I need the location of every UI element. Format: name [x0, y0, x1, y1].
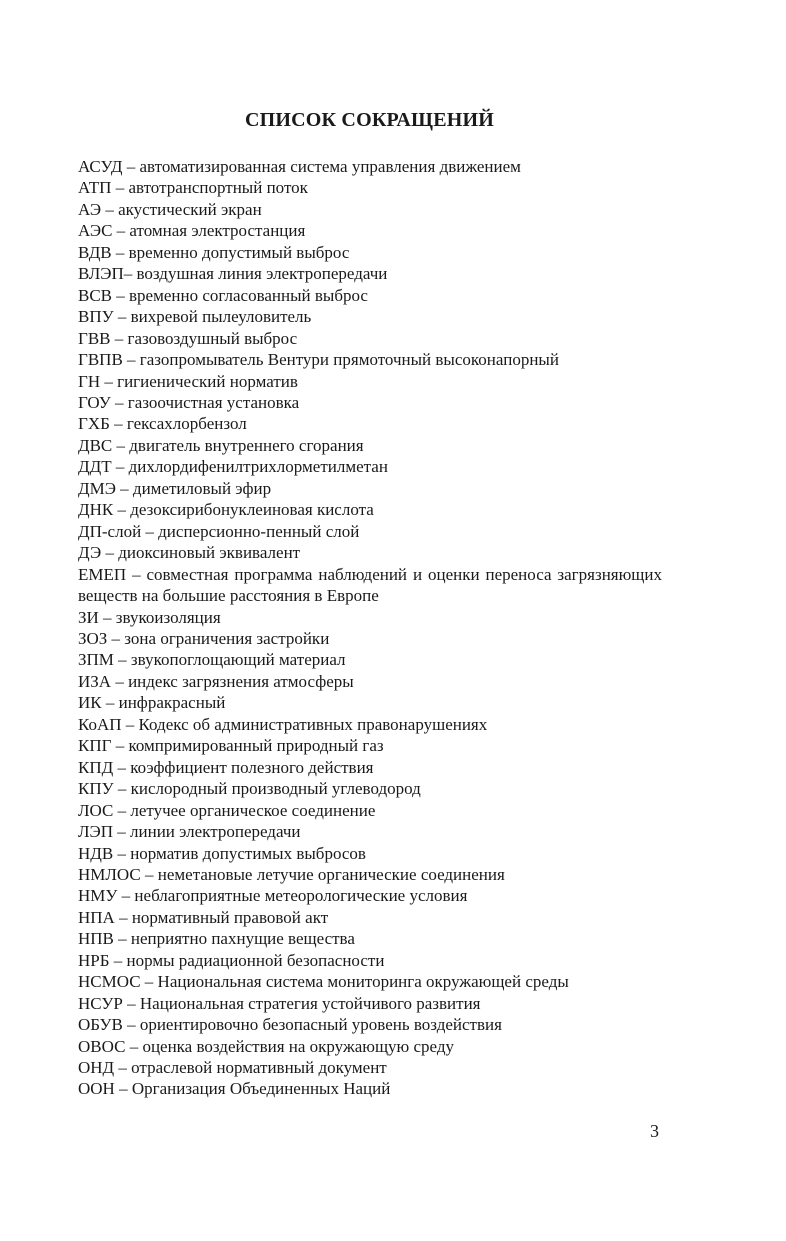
abbreviation-entry: ДДТ – дихлордифенилтрихлорметилметан [78, 457, 388, 477]
abbreviation-entry: ЗОЗ – зона ограничения застройки [78, 628, 330, 648]
abbreviation-entry: ЗПМ – звукопоглощающий материал [78, 650, 346, 670]
abbreviation-entry: ГВПВ – газопромыватель Вентури прямоточный высоконапорный [78, 350, 559, 370]
abbreviation-entry: ОВОС – оценка воздействия на окружающую среду [78, 1036, 455, 1056]
abbreviation-entry: ДВС – двигатель внутреннего сгорания [78, 435, 364, 455]
abbreviation-entry: НМЛОС – неметановые летучие органические соединения [78, 864, 505, 884]
abbreviation-entry: КоАП – Кодекс об административных правонарушениях [78, 714, 488, 734]
abbreviation-entry: КПУ – кислородный производный углеводород [78, 779, 421, 799]
abbreviation-entry: ИК – инфракрасный [78, 693, 226, 713]
abbreviation-entry: АТП – автотранспортный поток [78, 178, 308, 198]
abbreviation-entry: НРБ – нормы радиационной безопасности [78, 950, 385, 970]
abbreviation-entry: ДЭ – диоксиновый эквивалент [78, 543, 301, 563]
abbreviation-entry: НСМОС – Национальная система мониторинга окружающей среды [78, 972, 569, 992]
abbreviation-entry: ГН – гигиенический норматив [78, 371, 298, 391]
abbreviation-entry: НПА – нормативный правовой акт [78, 907, 329, 927]
abbreviation-entry: ООН – Организация Объединенных Наций [78, 1079, 391, 1099]
abbreviation-entry: ВЛЭП– воздушная линия электропередачи [78, 264, 388, 284]
abbreviation-entry: ИЗА – индекс загрязнения атмосферы [78, 671, 354, 691]
abbreviation-entry: ЛЭП – линии электропередачи [78, 822, 301, 842]
abbreviation-entry: ЛОС – летучее органическое соединение [78, 800, 376, 820]
abbreviation-entry: АСУД – автоматизированная система управления движением [78, 157, 521, 176]
abbreviation-entry: ОБУВ – ориентировочно безопасный уровень воздействия [78, 1015, 502, 1035]
abbreviation-entry: ВПУ – вихревой пылеуловитель [78, 307, 312, 327]
abbreviation-entry: НПВ – неприятно пахнущие вещества [78, 929, 355, 949]
abbreviation-entry: АЭ – акустический экран [78, 199, 262, 219]
abbreviation-entry: ДНК – дезоксирибонуклеиновая кислота [78, 500, 374, 520]
page-number: 3 [650, 1121, 659, 1141]
page-title: СПИСОК СОКРАЩЕНИЙ [244, 109, 495, 131]
abbreviation-entry: АЭС – атомная электростанция [78, 221, 306, 241]
abbreviation-list [78, 156, 662, 1100]
abbreviation-entry: ОНД – отраслевой нормативный документ [78, 1058, 387, 1078]
abbreviation-entry: ЕМЕП – совместная программа наблюдений и оценки переноса загрязняющих веществ на большие расстояния в Европе [78, 564, 662, 606]
abbreviation-entry: ГВВ – газовоздушный выброс [78, 328, 298, 348]
abbreviation-entry: ГХБ – гексахлорбензол [78, 414, 247, 434]
abbreviation-entry: НДВ – норматив допустимых выбросов [78, 843, 366, 863]
abbreviation-entry: ГОУ – газоочистная установка [78, 392, 300, 412]
abbreviation-entry: ДП-слой – дисперсионно-пенный слой [78, 521, 360, 541]
abbreviation-entry: ВСВ – временно согласованный выброс [78, 285, 368, 305]
abbreviation-entry: ЗИ – звукоизоляция [78, 607, 221, 627]
abbreviation-entry: НСУР – Национальная стратегия устойчивого развития [78, 993, 481, 1013]
abbreviation-entry: ВДВ – временно допустимый выброс [78, 242, 350, 262]
abbreviation-entry: КПД – коэффициент полезного действия [78, 757, 374, 777]
abbreviation-entry: КПГ – компримированный природный газ [78, 736, 384, 756]
abbreviation-entry: НМУ – неблагоприятные метеорологические условия [78, 886, 468, 906]
abbreviation-entry: ДМЭ – диметиловый эфир [78, 478, 272, 498]
